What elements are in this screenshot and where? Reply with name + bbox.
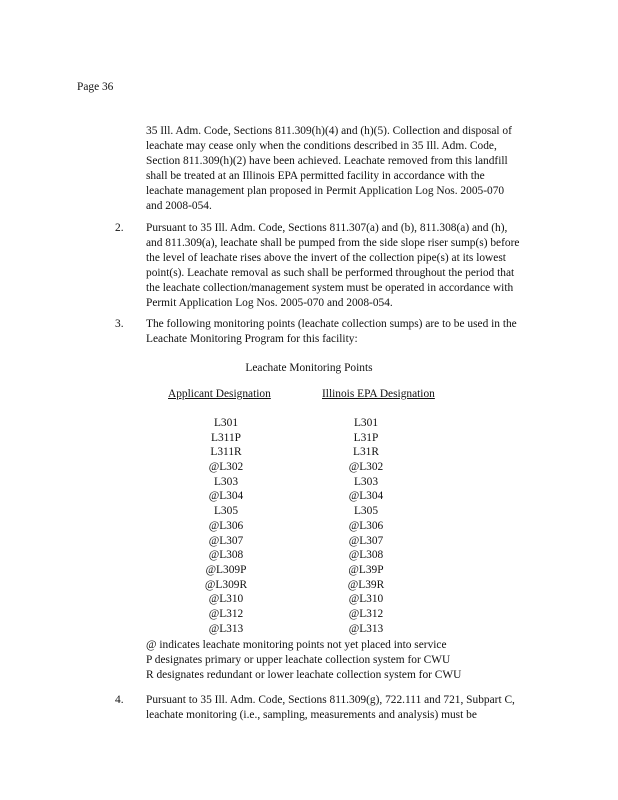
table-cell: @L313 [208, 622, 244, 635]
epa-designation-header: Illinois EPA Designation [322, 388, 435, 400]
table-cell: L31P [353, 431, 379, 444]
table-cell: @L313 [348, 622, 384, 635]
item-number: 4. [115, 694, 124, 706]
legend-line: @ indicates leachate monitoring points not yet placed into service [146, 639, 447, 651]
table-cell: L303 [213, 475, 239, 488]
table-cell: @L312 [348, 607, 384, 620]
table-cell: @L39R [347, 578, 385, 591]
table-cell: @L39P [348, 563, 384, 576]
paragraph-line: Section 811.309(h)(2) have been achieved. Leachate removed from this landfill [146, 155, 508, 167]
applicant-designation-column [196, 416, 256, 636]
paragraph-line: the leachate collection/management system must be operated in accordance with [146, 282, 514, 294]
table-cell: @L306 [348, 519, 384, 532]
item-number: 3. [115, 318, 124, 330]
table-cell: @L306 [208, 519, 244, 532]
table-cell: @L312 [208, 607, 244, 620]
table-cell: L311R [210, 446, 242, 459]
table-cell: @L310 [348, 593, 384, 606]
paragraph-line: leachate may cease only when the conditions described in 35 Ill. Adm. Code, [146, 140, 497, 152]
paragraph-line: Permit Application Log Nos. 2005-070 and 2008-054. [146, 297, 393, 309]
table-cell: @L310 [208, 593, 244, 606]
legend-line: P designates primary or upper leachate collection system for CWU [146, 654, 451, 666]
table-title: Leachate Monitoring Points [245, 362, 373, 374]
paragraph-line: The following monitoring points (leachate collection sumps) are to be used in the [146, 318, 517, 330]
table-cell: @L304 [348, 490, 384, 503]
item-number: 2. [115, 222, 124, 234]
paragraph-line: leachate monitoring (i.e., sampling, measurements and analysis) must be [146, 709, 477, 721]
table-cell: L305 [213, 505, 239, 518]
table-cell: @L302 [208, 461, 244, 474]
table-cell: L31R [353, 446, 379, 459]
table-cell: L303 [353, 475, 379, 488]
paragraph-line: and 811.309(a), leachate shall be pumped from the side slope riser sump(s) before [146, 237, 520, 249]
table-legend [146, 638, 566, 683]
applicant-designation-header: Applicant Designation [168, 388, 271, 400]
epa-designation-column [338, 416, 394, 636]
table-cell: L301 [213, 417, 239, 429]
table-cell: L301 [353, 417, 379, 429]
paragraph-line: the level of leachate rises above the invert of the collection pipe(s) at its lowest [146, 252, 506, 264]
table-cell: L305 [353, 505, 379, 518]
paragraph-line: 35 Ill. Adm. Code, Sections 811.309(h)(4) and (h)(5). Collection and disposal of [146, 125, 512, 137]
table-cell: L311P [211, 431, 241, 444]
table-cell: @L307 [208, 534, 244, 547]
paragraph-line: shall be treated at an Illinois EPA permitted facility in accordance with the [146, 170, 485, 182]
table-cell: @L308 [208, 549, 244, 562]
paragraph-line: and 2008-054. [146, 200, 212, 212]
paragraph-line: point(s). Leachate removal as such shall be performed throughout the period that [146, 267, 515, 279]
paragraph-line: Pursuant to 35 Ill. Adm. Code, Sections 811.307(a) and (b), 811.308(a) and (h), [146, 222, 508, 234]
table-cell: @L309R [204, 578, 248, 591]
legend-line: R designates redundant or lower leachate collection system for CWU [146, 669, 462, 681]
paragraph-line: Leachate Monitoring Program for this facility: [146, 333, 358, 345]
paragraph-line: Pursuant to 35 Ill. Adm. Code, Sections 811.309(g), 722.111 and 721, Subpart C, [146, 694, 515, 706]
page-number: Page 36 [77, 81, 114, 93]
table-cell: @L308 [348, 549, 384, 562]
paragraph-line: leachate management plan proposed in Permit Application Log Nos. 2005-070 [146, 185, 505, 197]
table-cell: @L309P [205, 563, 247, 576]
table-cell: @L304 [208, 490, 244, 503]
table-cell: @L302 [348, 461, 384, 474]
table-cell: @L307 [348, 534, 384, 547]
continued-paragraph [146, 124, 554, 214]
